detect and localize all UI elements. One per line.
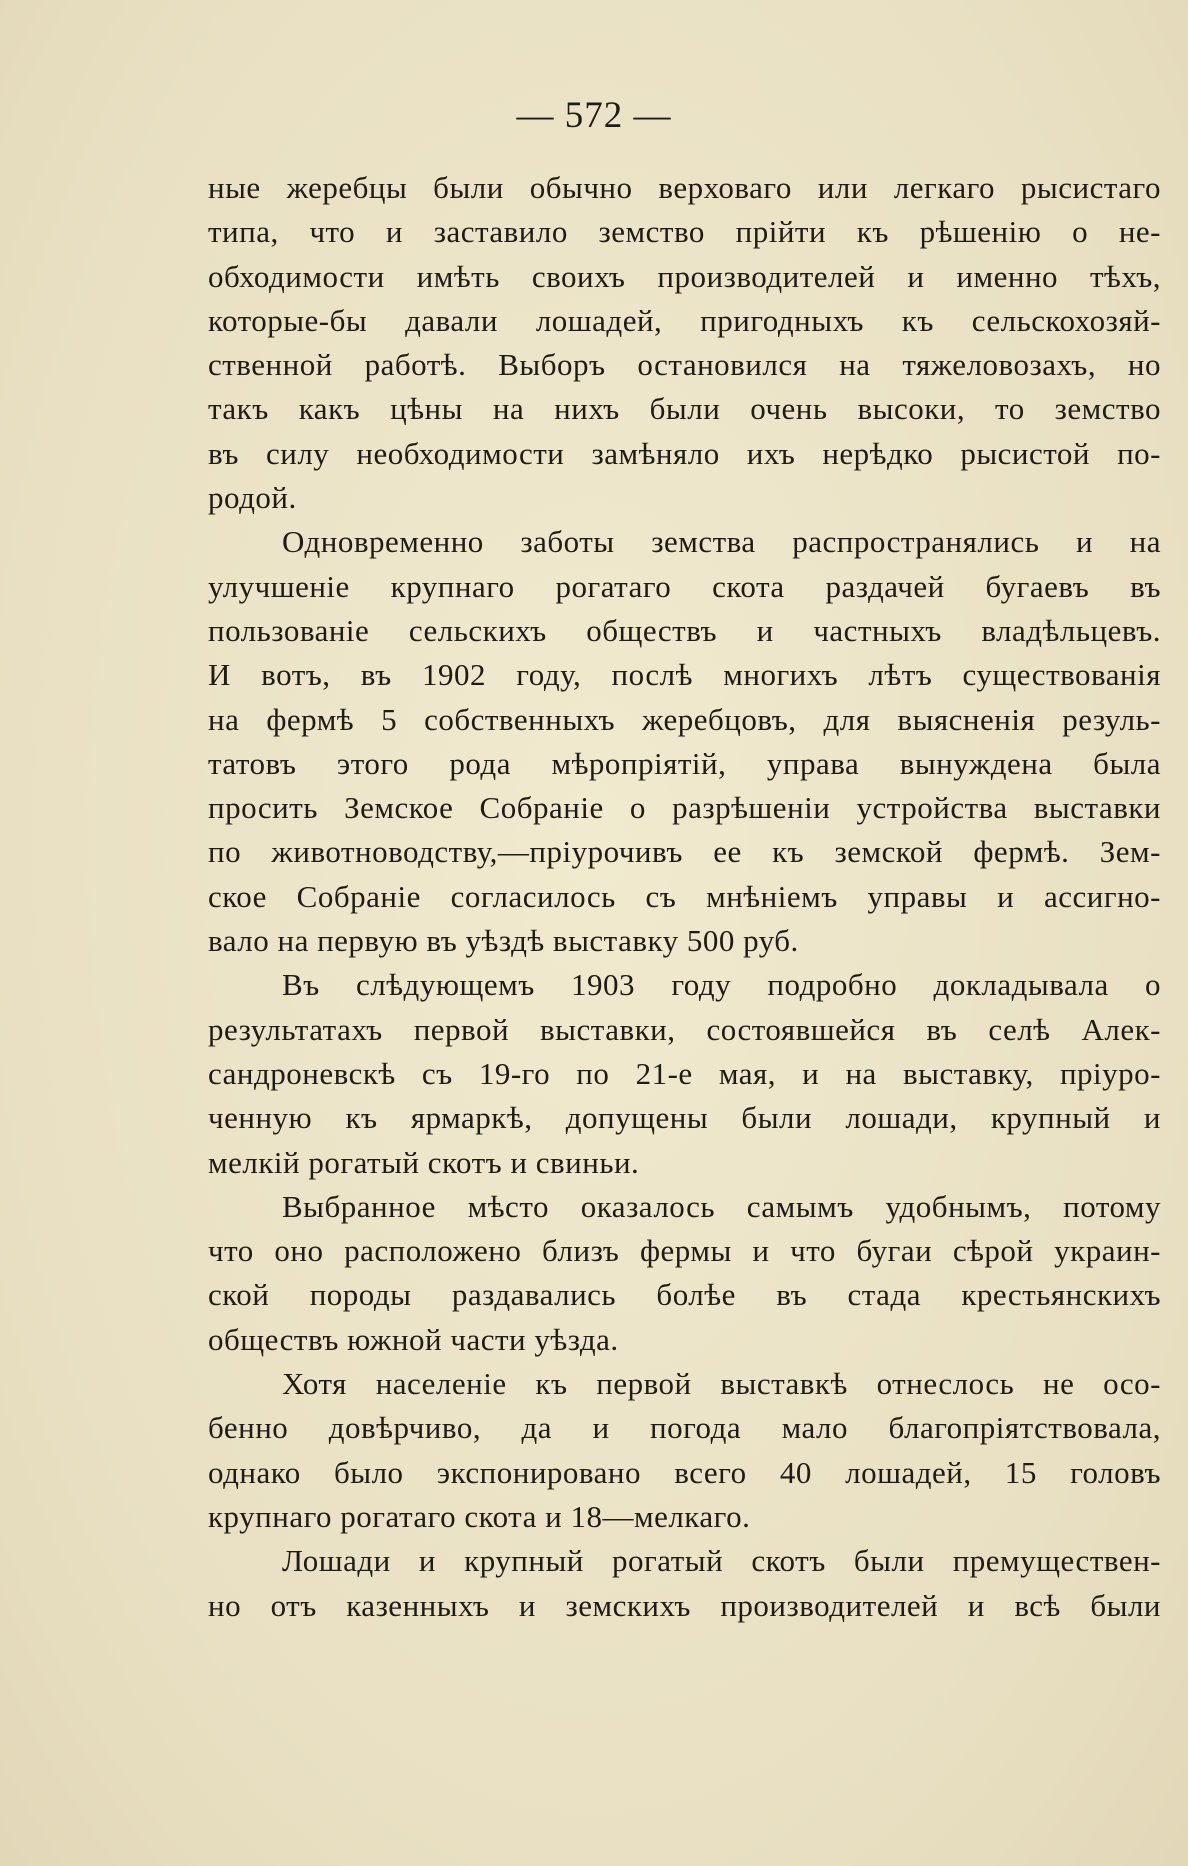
paragraph <box>208 166 1161 520</box>
text-line: вало на первую въ уѣздѣ выставку 500 руб. <box>208 923 799 959</box>
text-line: крупнаго рогатаго скота и 18—мелкаго. <box>208 1498 751 1534</box>
text-line: сандроневскѣ съ 19-го по 21-е мая, и на выставку, пріуро- <box>208 1055 1161 1091</box>
page-number: — 572 — <box>516 95 672 136</box>
text-line: на фермѣ 5 собственныхъ жеребцовъ, для выясненія резуль- <box>208 701 1161 737</box>
text-line: ченную къ ярмаркѣ, допущены были лошади, крупный и <box>208 1100 1161 1136</box>
text-line: Въ слѣдующемъ 1903 году подробно докладывала о <box>282 967 1161 1003</box>
paragraph <box>208 520 1161 963</box>
text-line: родой. <box>208 480 297 516</box>
paragraph <box>208 963 1161 1184</box>
text-line: что оно расположено близъ фермы и что бугаи сѣрой украин- <box>208 1233 1161 1269</box>
text-line: мелкій рогатый скотъ и свиньи. <box>208 1144 640 1180</box>
text-line: однако было экспонировано всего 40 лошадей, 15 головъ <box>208 1454 1161 1490</box>
text-line: ные жеребцы были обычно верховаго или легкаго рысистаго <box>208 170 1161 205</box>
paragraph <box>208 1185 1161 1362</box>
text-line: Лошади и крупный рогатый скотъ были премуществен- <box>282 1543 1161 1579</box>
text-line: ской породы раздавались болѣе въ стада крестьянскихъ <box>208 1277 1161 1313</box>
text-line: по животноводству,—пріурочивъ ее къ земской фермѣ. Зем- <box>208 834 1161 870</box>
text-line: ское Собраніе согласилось съ мнѣніемъ управы и ассигно- <box>208 878 1161 914</box>
text-line: просить Земское Собраніе о разрѣшеніи устройства выставки <box>208 790 1161 826</box>
text-line: обществъ южной части уѣзда. <box>208 1321 619 1357</box>
text-line: татовъ этого рода мѣропріятій, управа вынуждена была <box>208 745 1161 781</box>
paragraph <box>208 1539 1161 1628</box>
text-line: Выбранное мѣсто оказалось самымъ удобнымъ, потому <box>282 1188 1161 1224</box>
text-line: ственной работѣ. Выборъ остановился на тяжеловозахъ, но <box>208 347 1161 383</box>
text-line: въ силу необходимости замѣняло ихъ нерѣдко рысистой по- <box>208 435 1161 471</box>
text-line: которые-бы давали лошадей, пригодныхъ къ сельскохозяй- <box>208 302 1161 338</box>
paragraph <box>208 1362 1161 1539</box>
text-line: улучшеніе крупнаго рогатаго скота раздачей бугаевъ въ <box>208 568 1161 604</box>
text-line: такъ какъ цѣны на нихъ были очень высоки, то земство <box>208 391 1161 427</box>
text-line: типа, что и заставило земство прійти къ рѣшенію о не- <box>208 214 1161 250</box>
text-line: результатахъ первой выставки, состоявшейся въ селѣ Алек- <box>208 1011 1161 1047</box>
text-line: И вотъ, въ 1902 году, послѣ многихъ лѣтъ существованія <box>208 657 1161 693</box>
text-line: бенно довѣрчиво, да и погода мало благопріятствовала, <box>208 1410 1161 1446</box>
text-line: Одновременно заботы земства распространялись и на <box>282 524 1161 560</box>
body-text <box>208 166 1161 1628</box>
text-line: обходимости имѣть своихъ производителей и именно тѣхъ, <box>208 258 1161 294</box>
text-line: Хотя населеніе къ первой выставкѣ отнеслось не осо- <box>282 1366 1161 1402</box>
text-line: но отъ казенныхъ и земскихъ производителей и всѣ были <box>208 1587 1161 1623</box>
text-line: пользованіе сельскихъ обществъ и частныхъ владѣльцевъ. <box>208 612 1161 648</box>
